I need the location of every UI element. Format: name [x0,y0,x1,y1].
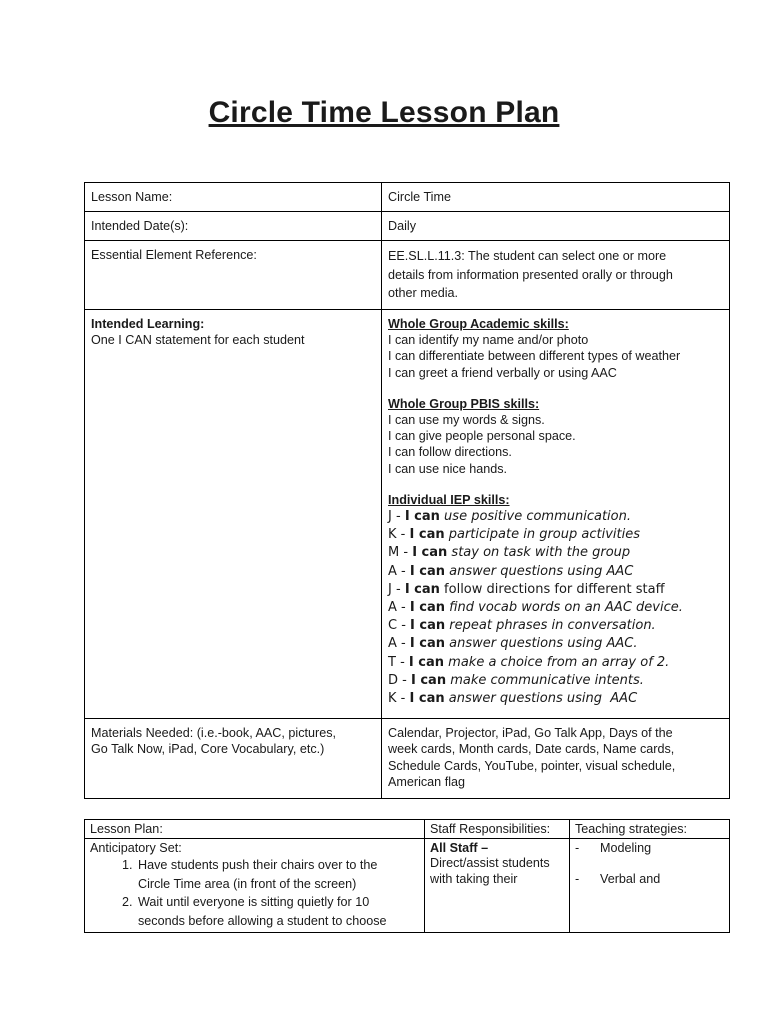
iep-skill: make a choice from an array of 2. [444,654,670,670]
text-line: Direct/assist students [430,856,550,871]
iep-item [388,654,723,672]
iep-initial: D [388,672,399,688]
iep-separator: - [396,563,410,579]
iep-separator: - [391,508,405,524]
intended-learning-label: Intended Learning: [91,316,205,331]
intended-learning-cell [85,309,382,718]
iep-item [388,672,723,690]
iep-item [388,508,723,526]
iep-item [388,635,723,653]
list-item: I can follow directions. [388,445,512,460]
column-header-strategies: Teaching strategies: [570,820,730,839]
text-line: 2. Wait until everyone is sitting quietly for 10 [138,895,370,910]
iep-item [388,526,723,544]
list-item: I can use my words & signs. [388,412,545,427]
table-row [85,241,730,310]
iep-list [388,508,723,708]
iep-initial: J [388,581,392,597]
lesson-info-table [84,182,730,799]
text-line: 1. Have students push their chairs over to the [138,858,378,873]
iep-item [388,599,723,617]
staff-title: All Staff – [430,841,489,856]
anticipatory-set-cell [85,839,425,933]
table-row [85,212,730,241]
intended-learning-sub: One I CAN statement for each student [91,333,305,348]
iep-skill: answer questions using AAC. [444,636,638,652]
anticipatory-label: Anticipatory Set: [90,841,182,856]
text-line: with taking their [430,871,518,886]
skills-cell [382,309,730,718]
iep-ican: I can [412,545,448,561]
text-line: Go Talk Now, iPad, Core Vocabulary, etc.) [91,742,325,757]
iep-initial: A [388,599,397,615]
text-line: Calendar, Projector, iPad, Go Talk App, Days of the [388,726,673,741]
list-item [136,893,419,930]
iep-initial: A [388,563,397,579]
list-item [136,856,419,893]
iep-ican: I can [410,618,446,634]
dates-value: Daily [382,212,730,241]
text-line: seconds before allowing a student to choose [138,913,387,928]
iep-separator: - [396,599,410,615]
table-row [85,309,730,718]
iep-ican: I can [404,581,440,597]
academic-heading: Whole Group Academic skills: [388,316,569,331]
list-item: I can greet a friend verbally or using AAC [388,365,617,380]
iep-skill: use positive communication. [439,508,631,524]
iep-separator: - [391,581,405,597]
staff-cell [425,839,570,933]
iep-item [388,563,723,581]
lesson-plan-table [84,819,730,933]
iep-ican: I can [409,527,445,543]
text-line: week cards, Month cards, Date cards, Name cards, [388,742,675,757]
iep-ican: I can [409,690,445,706]
list-item: I can differentiate between different types of weather [388,349,681,364]
strategies-cell [570,839,730,933]
iep-initial: A [388,636,397,652]
iep-separator: - [396,527,410,543]
table-row [85,839,730,933]
iep-initial: C [388,618,398,634]
iep-skill: make communicative intents. [446,672,644,688]
table-row [85,183,730,212]
iep-heading: Individual IEP skills: [388,492,510,507]
iep-initial: K [388,690,397,706]
lesson-name-label: Lesson Name: [85,183,382,212]
pbis-heading: Whole Group PBIS skills: [388,396,540,411]
iep-initial: T [388,654,396,670]
text-line: Materials Needed: (i.e.-book, AAC, pictures, [91,726,336,741]
strategy-text: Modeling [600,841,652,856]
iep-item [388,544,723,562]
iep-skill: find vocab words on an AAC device. [444,599,683,615]
ee-value [382,241,730,310]
iep-item [388,690,723,708]
iep-separator: - [396,690,410,706]
iep-separator: - [397,618,411,634]
iep-skill: stay on task with the group [447,545,631,561]
text-line: Circle Time area (in front of the screen) [138,876,357,891]
page-title: Circle Time Lesson Plan [208,96,560,129]
iep-ican: I can [409,599,445,615]
text-line: details from information presented orally or through [388,267,673,282]
list-item: - Verbal and [575,872,661,887]
iep-ican: I can [409,636,445,652]
iep-skill: repeat phrases in conversation. [445,618,656,634]
iep-initial: K [388,527,397,543]
iep-skill: answer questions using AAC [444,563,634,579]
text-line: Schedule Cards, YouTube, pointer, visual schedule, [388,758,676,773]
table-row [85,719,730,799]
iep-ican: I can [408,654,445,670]
steps-list [90,856,419,930]
iep-ican: I can [410,672,447,688]
text-line: EE.SL.L.11.3: The student can select one or more [388,249,667,264]
column-header-lesson-plan: Lesson Plan: [85,820,425,839]
iep-skill: participate in group activities [444,527,640,543]
iep-ican: I can [404,508,440,524]
iep-skill: answer questions using AAC [444,690,638,706]
list-item: I can use nice hands. [388,461,508,476]
iep-separator: - [395,654,409,670]
ee-label: Essential Element Reference: [85,241,382,310]
materials-label [85,719,382,799]
iep-initial: M [388,545,400,561]
iep-ican: I can [409,563,445,579]
iep-skill: follow directions for different staff [439,581,665,597]
text-line: other media. [388,286,459,301]
column-header-staff: Staff Responsibilities: [425,820,570,839]
iep-item [388,581,723,599]
list-item: - Modeling [575,841,652,856]
list-item: I can identify my name and/or photo [388,333,589,348]
materials-value [382,719,730,799]
lesson-name-value: Circle Time [382,183,730,212]
list-item: I can give people personal space. [388,429,576,444]
iep-separator: - [399,545,413,561]
text-line: American flag [388,774,465,789]
table-header-row [85,820,730,839]
dates-label: Intended Date(s): [85,212,382,241]
iep-initial: J [388,508,392,524]
iep-item [388,617,723,635]
iep-separator: - [398,672,411,688]
strategy-text: Verbal and [600,872,661,887]
iep-separator: - [396,636,410,652]
